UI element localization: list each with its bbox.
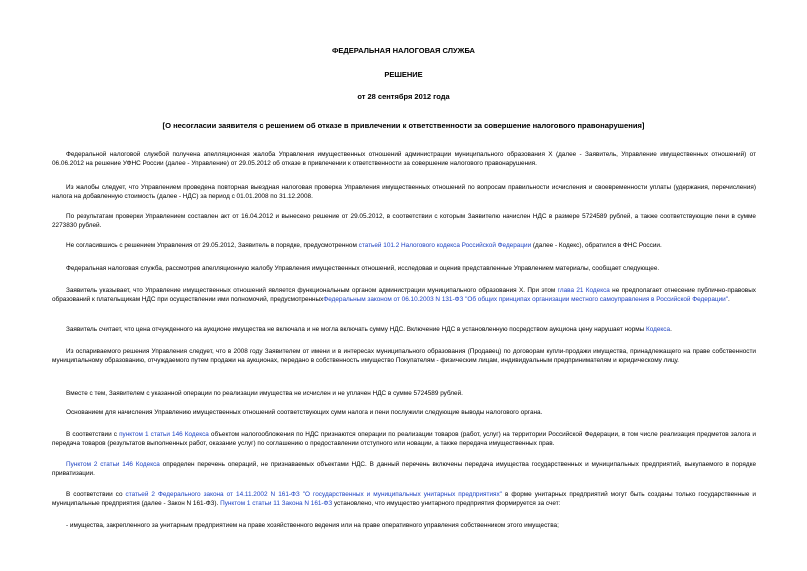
link-chapter-21[interactable]: глава 21 Кодекса (557, 287, 610, 294)
link-article-146-p2[interactable]: Пунктом 2 статьи 146 Кодекса (66, 461, 160, 468)
paragraph-5-text: Федеральная налоговая служба, рассмотрев апелляционную жалобу Управления имущественных отношений, исследовав и оценив представленные Управлением материалы, сообщает следующее. (66, 265, 660, 272)
paragraph-14 (52, 521, 756, 530)
link-federal-law-161[interactable]: статьей 2 Федерального закона от 14.11.2002 N 161-ФЗ "О государственных и муниципальных унитарных предприятиях" (125, 491, 502, 498)
paragraph-8-text: Из оспариваемого решения Управления следует, что в 2008 году Заявителем от имени и в интересах муниципального образования (Продавец) по договорам купли-продажи имущества, принадлежащего на праве собственности муниципальному образованию, отчуждаемого путем продажи на аукционах, передано в собственность имущество Покупателям - физическим лицам, индивидуальным предпринимателям и юридическому лицу. (52, 348, 756, 365)
link-article-146-p1[interactable]: пунктом 1 статьи 146 Кодекса (119, 431, 209, 438)
paragraph-1 (52, 150, 756, 168)
paragraph-12 (52, 460, 756, 478)
link-law-161-article-11[interactable]: Пунктом 1 статьи 11 Закона N 161-ФЗ (220, 500, 333, 508)
paragraph-2 (52, 183, 756, 201)
document-subject: [О несогласии заявителя с решением об отказе в привлечении к ответственности за совершение налогового правонарушения] (162, 121, 645, 130)
paragraph-4-text-a: Не согласившись с решением Управления от 29.05.2012, Заявитель в порядке, предусмотренном (66, 242, 359, 249)
paragraph-9-text: Вместе с тем, Заявителем с указанной операции по реализации имущества не исчислен и не уплачен НДС в сумме 5724589 рублей. (66, 390, 463, 397)
paragraph-3-text: По результатам проверки Управлением составлен акт от 16.04.2012 и вынесено решение от 29.05.2012, в соответствии с которым Заявителю начислен НДС в размере 5724589 рублей, а также соответствующие пени в сумме 2273830 рублей. (52, 213, 756, 230)
paragraph-10 (52, 408, 756, 417)
paragraph-5 (52, 264, 756, 273)
paragraph-9 (52, 389, 756, 398)
paragraph-6-text-c: . (728, 296, 730, 304)
paragraph-11-text-a: В соответствии с (66, 431, 120, 438)
document-type: РЕШЕНИЕ (384, 70, 423, 79)
link-code[interactable]: Кодекса (646, 326, 671, 333)
paragraph-7-text-b: . (670, 326, 672, 333)
link-article-101-2[interactable]: статьей 101.2 Налогового кодекса Российской Федерации (358, 242, 532, 249)
paragraph-6-text-b: не предполагает отнесение публично-правовых образований к плательщикам НДС при осуществлении ими полномочий, предусмотренных (52, 287, 756, 304)
paragraph-13-text-c: установлено, что имущество унитарного предприятия формируется за счет: (332, 500, 561, 508)
link-federal-law-131[interactable]: Федеральным законом от 06.10.2003 N 131-ФЗ "Об общих принципах организации местного самоуправления в Российской Федерации" (323, 296, 728, 304)
paragraph-10-text: Основанием для начисления Управлению имущественных отношений соответствующих сумм налога и пени послужили следующие выводы налогового органа. (66, 409, 543, 416)
paragraph-8 (52, 347, 756, 365)
agency-title: ФЕДЕРАЛЬНАЯ НАЛОГОВАЯ СЛУЖБА (332, 46, 475, 55)
paragraph-2-text: Из жалобы следует, что Управлением проведена повторная выездная налоговая проверка Управления имущественных отношений по вопросам правильности исчисления и своевременности уплаты (удержания, перечисления) налога на добавленную стоимость (далее - НДС) за период с 01.01.2008 по 31.12.2008. (52, 184, 756, 201)
paragraph-13-text-b: в форме унитарных предприятий могут быть созданы только государственные и муниципальные предприятия (далее - Закон N 161-ФЗ). (52, 491, 756, 508)
paragraph-11-text-b: объектом налогообложения по НДС признаются операции по реализации товаров (работ, услуг) на территории Российской Федерации, в том числе реализация предметов залога и передача товаров (результатов выполненных работ, оказание услуг) по соглашению о предоставлении отступного или новации, а также передача имущественных прав. (52, 431, 756, 448)
paragraph-4-text-b: (далее - Кодекс), обратился в ФНС России. (531, 242, 662, 249)
paragraph-13-text-a: В соответствии со (66, 491, 126, 498)
paragraph-7 (52, 325, 756, 334)
paragraph-6-text-a: Заявитель указывает, что Управление имущественных отношений является функциональным органом администрации муниципального образования Х. При этом (66, 287, 558, 294)
paragraph-13 (52, 490, 756, 508)
paragraph-6 (52, 286, 756, 304)
document-date: от 28 сентября 2012 года (357, 92, 450, 101)
paragraph-4 (52, 241, 756, 250)
paragraph-14-text: - имущества, закрепленного за унитарным предприятием на праве хозяйственного ведения или на праве оперативного управления собственником этого имущества; (66, 522, 559, 529)
paragraph-1-text: Федеральной налоговой службой получена апелляционная жалоба Управления имущественных отношений администрации муниципального образования Х (далее - Заявитель, Управление имущественных отношений) от 06.06.2012 на решение УФНС России (далее - Управление) от 29.05.2012 об отказе в привлечении к ответственности за совершение налогового правонарушения. (52, 151, 756, 168)
paragraph-3 (52, 212, 756, 230)
paragraph-12-text-b: определен перечень операций, не признаваемых объектами НДС. В данный перечень включены передача имущества государственных и муниципальных предприятий, выкупаемого в порядке приватизации. (52, 461, 757, 478)
paragraph-11 (52, 430, 756, 448)
paragraph-7-text-a: Заявитель считает, что цена отчужденного на аукционе имущества не включала и не могла включать сумму НДС. Включение НДС в установленную посредством аукциона цену нарушает нормы (66, 326, 647, 333)
